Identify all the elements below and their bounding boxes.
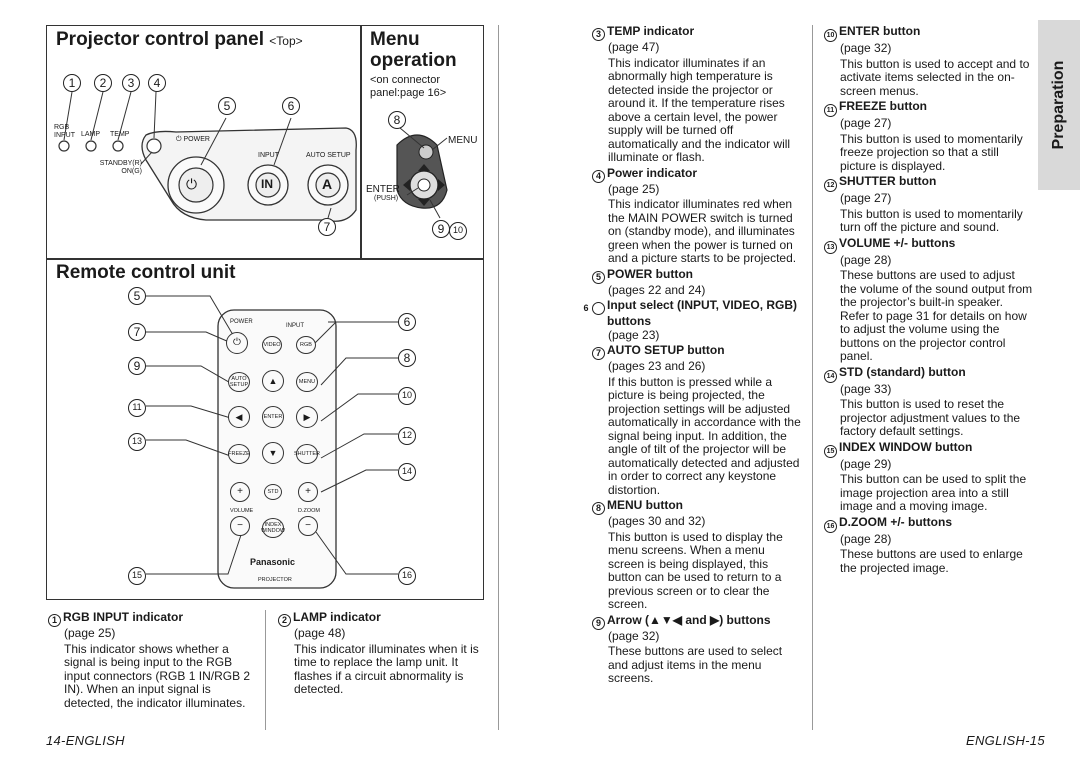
standby-label: STANDBY(R) ON(G) — [99, 160, 142, 175]
callout-7: 7 — [318, 218, 336, 236]
entry-6: 6 Input select (INPUT, VIDEO, RGB) buttons (page 23) — [583, 298, 798, 342]
callout-2: 2 — [94, 74, 112, 92]
remote-volume-label: VOLUME — [230, 508, 254, 514]
callout-14-remote: 14 — [398, 461, 416, 481]
section-tab: Preparation — [1038, 20, 1080, 190]
remote-freeze-button[interactable]: FREEZE — [228, 444, 250, 464]
entry-12: 12 SHUTTER button (page 27) This button is used to momentarily turn off the picture and sound. — [824, 175, 1034, 235]
callout-9: 9 — [432, 220, 450, 238]
text-column-right — [824, 25, 1034, 577]
callout-6: 6 — [282, 97, 300, 115]
menu-connector-note: <on connector panel:page 16> — [370, 74, 447, 99]
remote-down-arrow-button[interactable] — [262, 442, 284, 464]
callout-5: 5 — [218, 97, 236, 115]
brand-logo: Panasonic — [250, 557, 296, 567]
remote-projector-label: PROJECTOR — [258, 577, 292, 583]
remote-control-title: Remote control unit — [56, 262, 236, 283]
projector-panel-title: Projector control panel <Top> — [56, 29, 303, 50]
callout-8-remote: 8 — [398, 349, 416, 367]
page-number-left: 14-ENGLISH — [46, 733, 125, 748]
remote-std-button[interactable]: STD — [264, 484, 282, 500]
remote-enter-button[interactable]: ENTER — [262, 406, 284, 428]
auto-setup-button-icon: A — [322, 176, 333, 192]
remote-dzoom-plus-button[interactable]: + — [298, 482, 318, 502]
entry-5: 5 POWER button (pages 22 and 24) — [592, 268, 802, 298]
entry-3: 3 TEMP indicator (page 47) This indicator illuminates if an abnormally high temperature is detected inside the projector or around it. If the temperature rises above a certain level, the power supply will be turned off automatically and the indicator will illuminate or flash. — [592, 25, 802, 165]
column-divider-left — [498, 25, 499, 730]
arrow-right-icon: ▶ — [303, 412, 311, 422]
menu-label: MENU — [448, 135, 478, 146]
callout-10: 10 — [449, 220, 467, 240]
arrow-left-icon: ◀ — [235, 412, 243, 422]
remote-shutter-button[interactable]: SHUTTER — [296, 444, 318, 464]
auto-setup-label: AUTO SETUP — [306, 152, 351, 159]
remote-menu-button[interactable]: MENU — [296, 372, 318, 392]
arrow-up-icon: ▲ — [268, 376, 278, 386]
entry-11: 11 FREEZE button (page 27) This button is used to momentarily freeze projection so that a still picture is displayed. — [824, 100, 1034, 173]
remote-rgb-button[interactable]: RGB — [296, 336, 316, 354]
remote-up-arrow-button[interactable] — [262, 370, 284, 392]
entry-16: 16 D.ZOOM +/- buttons (page 28) These buttons are used to enlarge the projected image. — [824, 516, 1034, 576]
divider-horizontal — [46, 258, 484, 260]
entry-10: 10 ENTER button (page 32) This button is used to accept and to activate items selected in the on-screen menus. — [824, 25, 1034, 98]
callout-15-remote: 15 — [128, 565, 146, 585]
remote-input-label: INPUT — [286, 323, 304, 329]
page-number-right: ENGLISH-15 — [966, 733, 1045, 748]
entry-14: 14 STD (standard) button (page 33) This button is used to reset the projector adjustment values to the factory default settings. — [824, 366, 1034, 439]
entry-9: 9 Arrow (▲▼◀ and ▶) buttons (page 32) These buttons are used to select and adjust items in the menu screens. — [592, 614, 802, 686]
column-divider — [265, 610, 266, 730]
remote-volume-minus-button[interactable]: − — [230, 516, 250, 536]
remote-volume-plus-button[interactable]: + — [230, 482, 250, 502]
remote-power-label: POWER — [230, 319, 253, 325]
callout-12-remote: 12 — [398, 425, 416, 445]
remote-dzoom-label: D.ZOOM — [298, 508, 320, 514]
remote-dzoom-minus-button[interactable]: − — [298, 516, 318, 536]
remote-left-arrow-button[interactable] — [228, 406, 250, 428]
rgb-input-label: RGB INPUT — [54, 124, 75, 139]
callout-5-remote: 5 — [128, 287, 146, 305]
lamp-label: LAMP — [81, 131, 101, 138]
entry-1: 1 RGB INPUT indicator (page 25) This indicator shows whether a signal is being input to the RGB input connectors (RGB 1 IN/RGB 2 IN). When an input signal is detected, the indicator illuminates. — [48, 611, 260, 710]
remote-index-window-button[interactable]: INDEX WINDOW — [262, 518, 284, 538]
callout-8: 8 — [388, 111, 406, 129]
enter-label: ENTER — [366, 184, 400, 195]
entry-4: 4 Power indicator (page 25) This indicator illuminates red when the MAIN POWER switch is turned on (standby mode), and illuminates green when the power is turned on and a picture starts to be projected. — [592, 167, 802, 266]
text-column-middle — [583, 24, 802, 688]
callout-10-remote: 10 — [398, 385, 416, 405]
menu-operation-title: Menu operation — [370, 29, 457, 71]
callout-4: 4 — [148, 74, 166, 92]
callout-11-remote: 11 — [128, 397, 146, 417]
entry-7: 7 AUTO SETUP button (pages 23 and 26) If this button is pressed while a picture is being projected, the projection settings will be adjusted automatically in accordance with the signal being input. In addition, the angle of tilt of the projector will be automatically detected and adjusted in order to correct any keystone distortion. — [592, 344, 802, 497]
callout-3: 3 — [122, 74, 140, 92]
remote-video-button[interactable]: VIDEO — [262, 336, 282, 354]
remote-auto-setup-button[interactable]: AUTO SETUP — [228, 372, 250, 392]
entry-2: 2 LAMP indicator (page 48) This indicator illuminates when it is time to replace the lamp unit. It flashes if a circuit abnormality is detected. — [278, 611, 484, 697]
arrow-down-icon: ▼ — [268, 448, 278, 458]
callout-9-remote: 9 — [128, 357, 146, 375]
entry-13: 13 VOLUME +/- buttons (page 28) These buttons are used to adjust the volume of the sound output from the projector’s built-in speaker. Refer to page 31 for details on how to adjust the volume using the buttons on the projector control panel. — [824, 237, 1034, 364]
remote-lines — [46, 282, 484, 600]
push-label: (PUSH) — [374, 195, 399, 202]
power-button-icon: ⏻ — [186, 176, 198, 192]
callout-13-remote: 13 — [128, 431, 146, 451]
input-label: INPUT — [258, 152, 279, 159]
entry-15: 15 INDEX WINDOW button (page 29) This button can be used to split the image projection area into a still image and a moving image. — [824, 441, 1034, 514]
power-icon: ⏻ — [233, 337, 241, 348]
remote-power-button[interactable] — [226, 332, 248, 354]
column-divider-right — [812, 25, 813, 730]
temp-label: TEMP — [110, 131, 130, 138]
remote-right-arrow-button[interactable] — [296, 406, 318, 428]
callout-7-remote: 7 — [128, 323, 146, 341]
input-button-icon: IN — [261, 177, 273, 191]
callout-16-remote: 16 — [398, 565, 416, 585]
callout-1: 1 — [63, 74, 81, 92]
entry-8: 8 MENU button (pages 30 and 32) This button is used to display the menu screens. When a menu screen is being displayed, this button can be used to return to a previous screen or to clear the screen. — [592, 499, 802, 612]
callout-6-remote: 6 — [398, 313, 416, 331]
power-label: ⏻ POWER — [176, 136, 210, 143]
